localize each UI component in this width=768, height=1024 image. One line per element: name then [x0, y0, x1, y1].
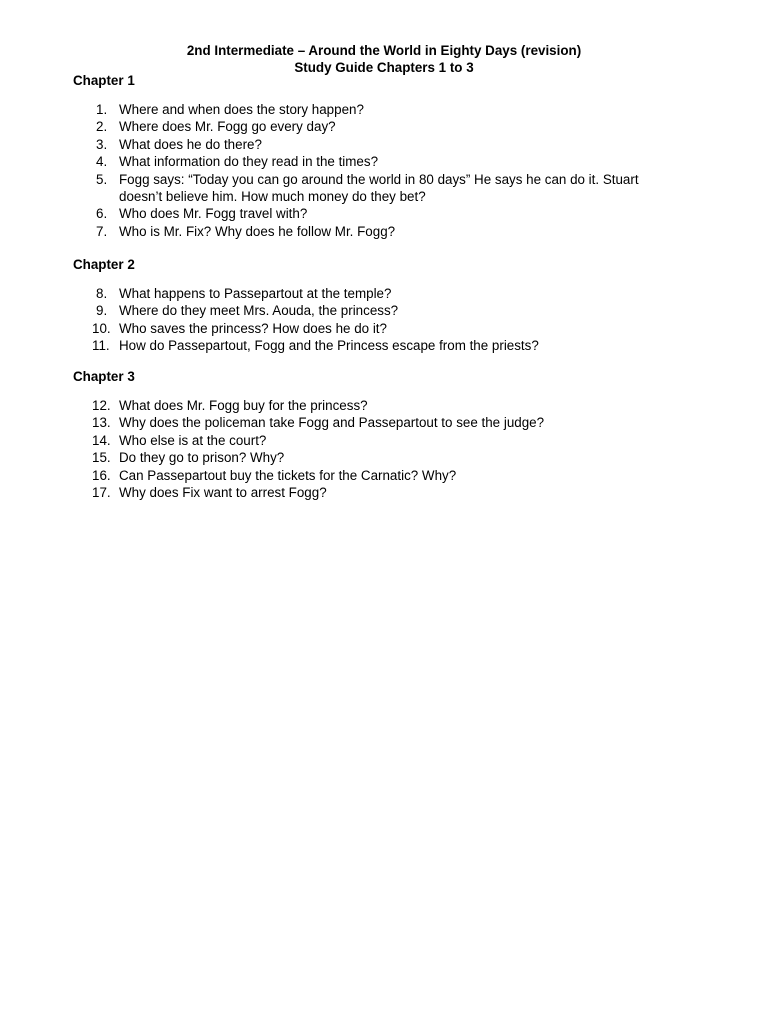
question-text: Who does Mr. Fogg travel with? — [119, 206, 308, 222]
question-list — [73, 285, 713, 355]
question-text: Do they go to prison? Why? — [119, 450, 285, 466]
chapter-1-section — [73, 72, 713, 240]
question-text: Who saves the princess? How does he do it? — [119, 320, 387, 336]
title-line-2: Study Guide Chapters 1 to 3 — [294, 60, 474, 75]
question-text: What does he do there? — [119, 136, 262, 152]
title-line-1: 2nd Intermediate – Around the World in Eighty Days (revision) — [186, 43, 582, 58]
question-number: 1. — [96, 102, 108, 117]
list-item — [73, 467, 713, 484]
list-item — [73, 171, 713, 206]
list-item — [73, 397, 713, 414]
question-number: 10. — [92, 320, 111, 336]
list-item — [73, 223, 713, 240]
list-item — [73, 101, 713, 118]
question-list — [73, 397, 713, 501]
chapter-3-section — [73, 368, 713, 501]
question-number: 9. — [96, 303, 108, 319]
question-text: Fogg says: “Today you can go around the world in 80 days” He says he can do it. Stuart doesn’t believe him. How much money do they bet? — [119, 171, 639, 205]
list-item — [73, 449, 713, 466]
question-number: 13. — [92, 415, 111, 431]
question-number: 7. — [96, 223, 108, 239]
question-list — [73, 101, 713, 240]
question-text: Where does Mr. Fogg go every day? — [119, 119, 336, 135]
list-item — [73, 205, 713, 222]
question-text: Who is Mr. Fix? Why does he follow Mr. Fogg? — [119, 223, 396, 239]
question-text: Who else is at the court? — [119, 432, 267, 448]
question-number: 4. — [96, 154, 108, 170]
list-item — [73, 118, 713, 135]
question-number: 6. — [96, 206, 108, 222]
question-number: 12. — [92, 398, 111, 413]
list-item — [73, 136, 713, 153]
list-item — [73, 285, 713, 302]
chapter-2-section — [73, 256, 713, 355]
question-text: Can Passepartout buy the tickets for the Carnatic? Why? — [119, 467, 457, 483]
question-text: Where do they meet Mrs. Aouda, the princess? — [119, 303, 399, 319]
question-text: What does Mr. Fogg buy for the princess? — [119, 398, 368, 413]
chapter-heading: Chapter 3 — [73, 369, 135, 384]
list-item — [73, 414, 713, 431]
question-text: Why does Fix want to arrest Fogg? — [119, 485, 327, 501]
question-text: Why does the policeman take Fogg and Passepartout to see the judge? — [119, 415, 545, 431]
list-item — [73, 337, 713, 354]
question-number: 15. — [92, 450, 111, 466]
chapter-heading: Chapter 1 — [73, 73, 135, 88]
list-item — [73, 302, 713, 319]
list-item — [73, 153, 713, 170]
list-item — [73, 432, 713, 449]
question-number: 2. — [96, 119, 108, 135]
question-number: 17. — [92, 485, 111, 501]
question-text: How do Passepartout, Fogg and the Princess escape from the priests? — [119, 338, 539, 354]
list-item — [73, 484, 713, 501]
list-item — [73, 320, 713, 337]
question-number: 11. — [92, 338, 110, 354]
question-number: 8. — [96, 286, 108, 301]
document-title — [0, 42, 768, 76]
question-number: 16. — [92, 467, 111, 483]
question-text: Where and when does the story happen? — [119, 102, 364, 117]
question-number: 3. — [96, 136, 108, 152]
question-number: 14. — [92, 432, 111, 448]
chapter-heading: Chapter 2 — [73, 257, 135, 272]
question-number: 5. — [96, 171, 108, 187]
question-text: What information do they read in the times? — [119, 154, 379, 170]
question-text: What happens to Passepartout at the temple? — [119, 286, 392, 301]
